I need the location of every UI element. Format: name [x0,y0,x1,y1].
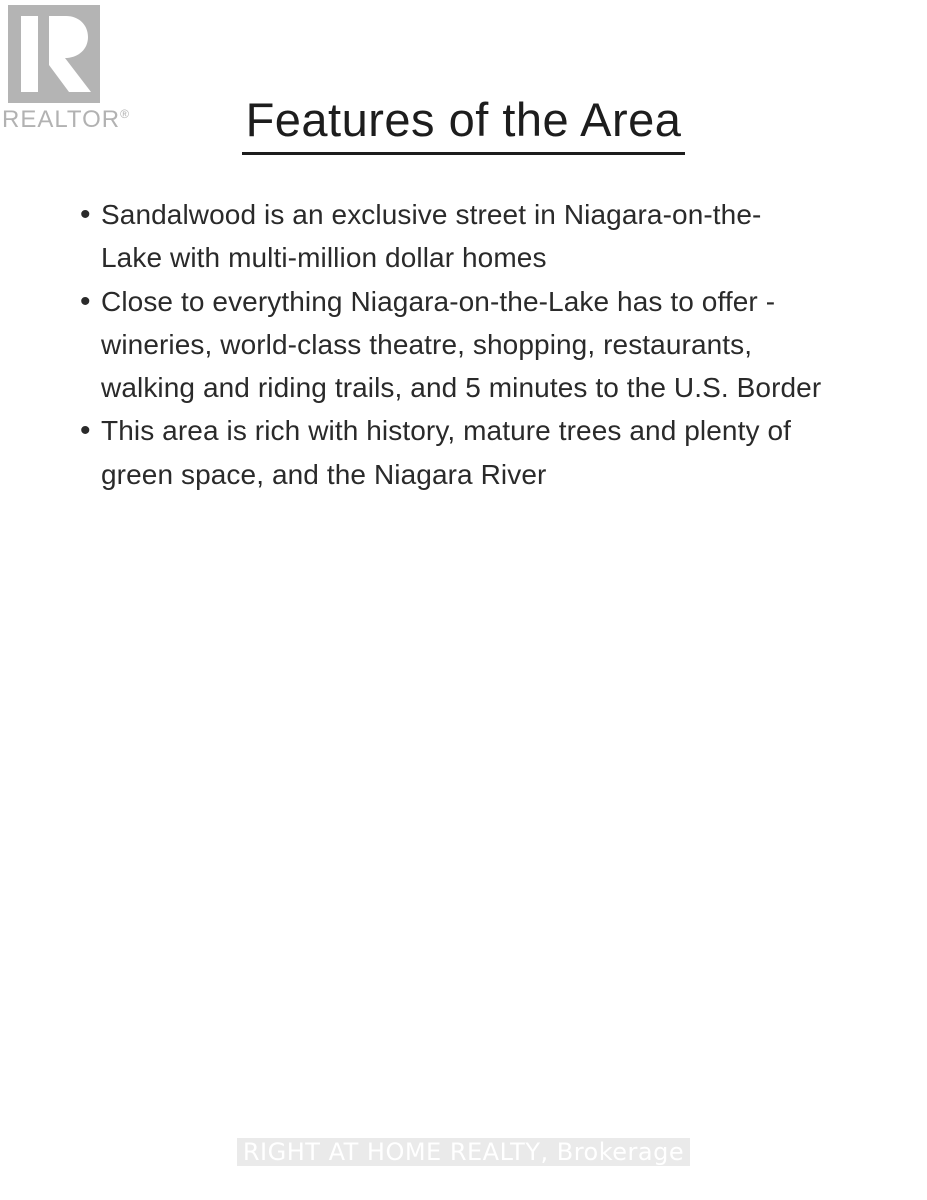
footer-watermark [0,1138,927,1166]
title-row [0,92,927,155]
list-item: • Close to everything Niagara-on-the-Lake has to offer - wineries, world-class theatre, shopping, restaurants, walking and riding trails, and 5 minutes to the U.S. Border [80,280,822,410]
brokerage-watermark-text: RIGHT AT HOME REALTY, Brokerage [237,1138,690,1166]
list-item: • This area is rich with history, mature trees and plenty of green space, and the Niagara River [80,409,822,496]
realtor-logo-text: REALTOR [2,106,121,133]
features-list [80,193,822,496]
realtor-r-icon [8,5,100,103]
list-item: • Sandalwood is an exclusive street in Niagara-on-the-Lake with multi-million dollar homes [80,193,822,280]
registered-mark: ® [120,107,130,121]
page-title: Features of the Area [242,92,686,155]
